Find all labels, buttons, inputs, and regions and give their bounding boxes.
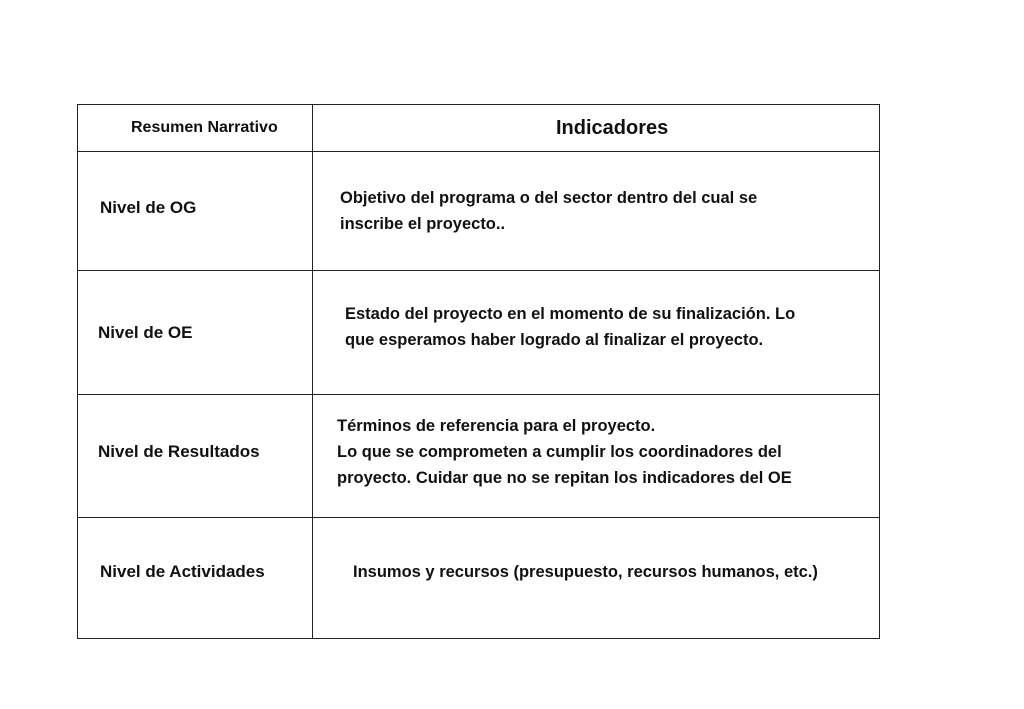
description-line: Objetivo del programa o del sector dentro del cual se <box>340 189 758 207</box>
description-line: que esperamos haber logrado al finalizar el proyecto. <box>345 331 764 349</box>
header-resumen-narrativo: Resumen Narrativo <box>131 119 278 136</box>
description-line: Estado del proyecto en el momento de su finalización. Lo <box>345 305 796 323</box>
row-description <box>337 413 792 491</box>
marco-logico-table <box>77 104 880 639</box>
row-level-label: Nivel de OG <box>100 198 197 217</box>
table-row <box>78 151 879 270</box>
table-header-row <box>78 105 879 151</box>
header-indicadores: Indicadores <box>556 117 669 139</box>
row-description <box>340 185 757 237</box>
description-line: inscribe el proyecto.. <box>340 215 506 233</box>
row-description <box>345 301 795 353</box>
description-line: Insumos y recursos (presupuesto, recursos humanos, etc.) <box>353 563 818 581</box>
description-line: Lo que se comprometen a cumplir los coordinadores del <box>337 443 782 461</box>
table-row <box>78 394 879 517</box>
description-line: Términos de referencia para el proyecto. <box>337 417 656 435</box>
row-level-label: Nivel de Resultados <box>98 442 260 461</box>
table-row <box>78 517 879 638</box>
table-row <box>78 270 879 394</box>
description-line: proyecto. Cuidar que no se repitan los indicadores del OE <box>337 469 792 487</box>
row-level-label: Nivel de OE <box>98 323 193 342</box>
row-level-label: Nivel de Actividades <box>100 562 265 581</box>
row-description <box>353 559 818 585</box>
